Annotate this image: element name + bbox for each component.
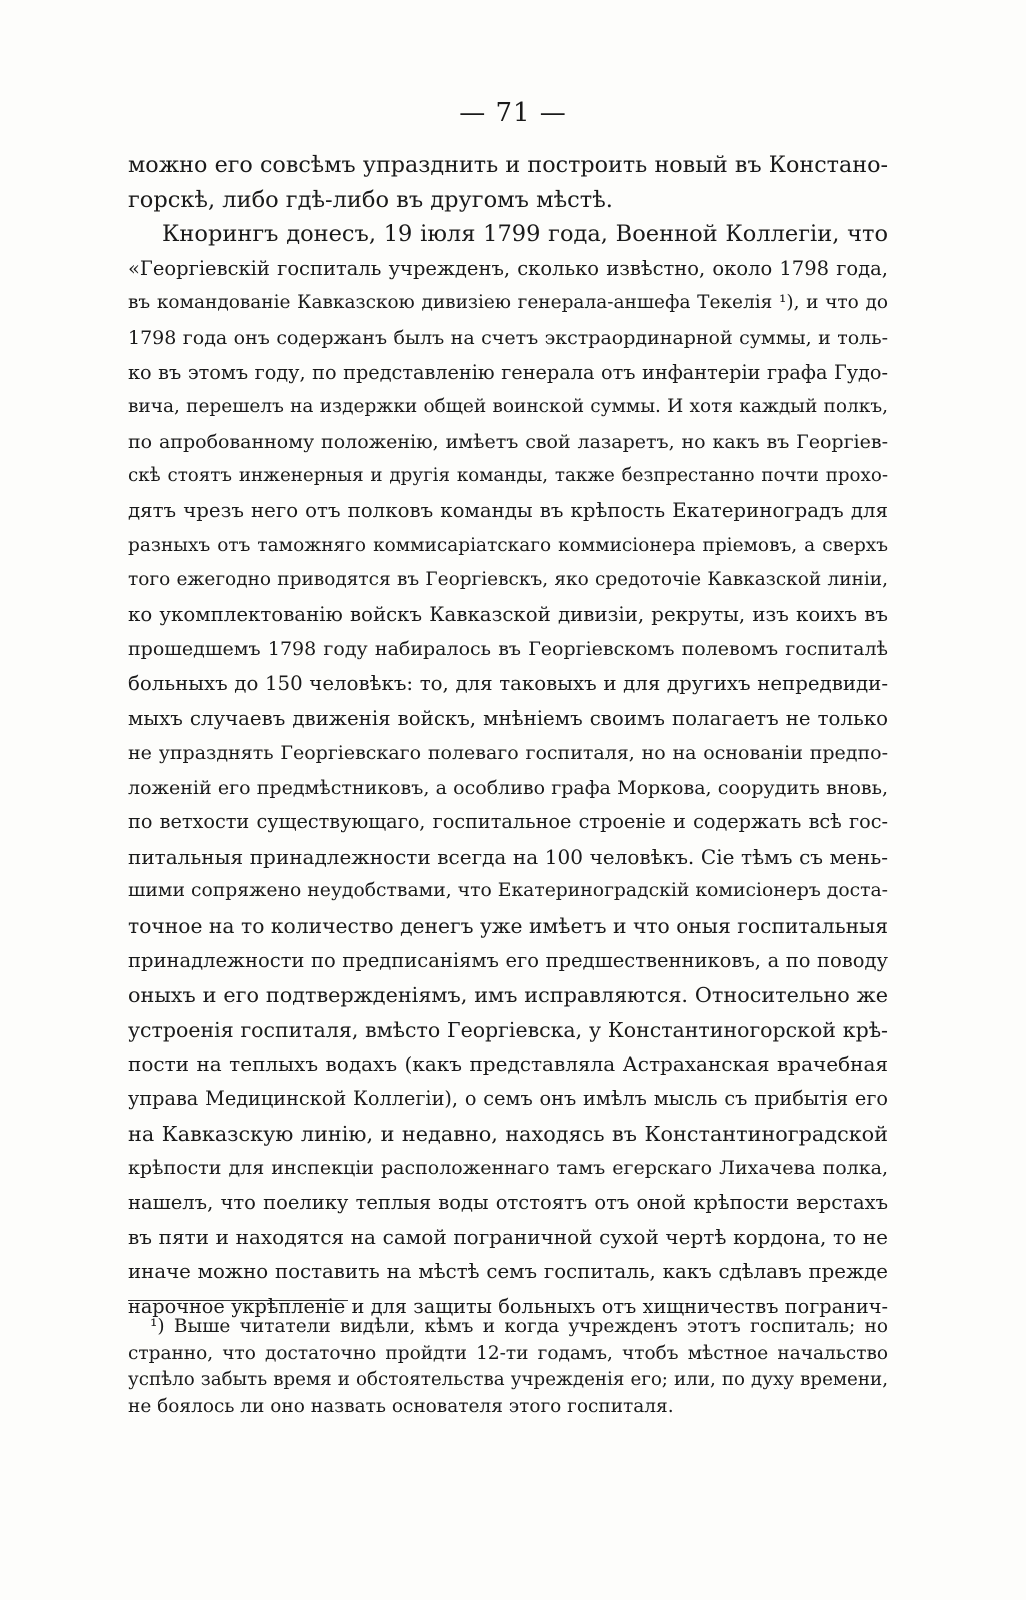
text-line: крѣпости для инспекціи расположеннаго тамъ егерскаго Лихачева полка,	[128, 1157, 888, 1180]
text-line: въ командованіе Кавказскою дивизіею генерала-аншефа Текелія ¹), и что до	[128, 292, 888, 314]
text-line: по апробованному положенію, имѣетъ свой лазаретъ, но какъ въ Георгіев-	[128, 430, 888, 453]
text-line: «Георгіевскій госпиталь учрежденъ, сколько извѣстно, около 1798 года,	[128, 256, 888, 280]
text-line: управа Медицинской Коллегіи), о семъ онъ имѣлъ мысль съ прибытія его	[128, 1087, 888, 1111]
text-line: мыхъ случаевъ движенія войскъ, мнѣніемъ своимъ полагаетъ не только	[128, 706, 888, 730]
text-line: пости на теплыхъ водахъ (какъ представляла Астраханская врачебная	[128, 1052, 888, 1077]
text-line: не упразднять Георгіевскаго полеваго госпиталя, но на основаніи предпо-	[128, 742, 888, 765]
text-line: скѣ стоятъ инженерныя и другія команды, также безпрестанно почти прохо-	[128, 465, 888, 487]
footnote-line: ¹) Выше читатели видѣли, кѣмъ и когда учрежденъ этотъ госпиталь; но	[150, 1316, 888, 1337]
text-line: прошедшемъ 1798 году набиралось въ Георгіевскомъ полевомъ госпиталѣ	[128, 638, 888, 661]
text-line: нашелъ, что поелику теплыя воды отстоятъ отъ оной крѣпости верстахъ	[128, 1190, 888, 1214]
text-line: точное на то количество денегъ уже имѣетъ и что оныя госпитальныя	[128, 914, 888, 939]
footnote	[128, 1314, 888, 1420]
text-line: ко укомплектованію войскъ Кавказской дивизіи, рекруты, изъ коихъ въ	[128, 602, 888, 626]
text-line: оныхъ и его подтвержденіямъ, имъ исправляются. Относительно же	[128, 983, 888, 1008]
text-line: по ветхости существующаго, госпитальное строеніе и содержать всѣ гос-	[128, 810, 888, 834]
text-line: питальныя принадлежности всегда на 100 человѣкъ. Сіе тѣмъ съ мень-	[128, 844, 888, 869]
text-line: на Кавказскую линію, и недавно, находясь въ Константиноградской	[128, 1121, 888, 1146]
text-line: того ежегодно приводятся въ Георгіевскъ, яко средоточіе Кавказской линіи,	[128, 569, 888, 591]
text-line: можно его совсѣмъ упразднить и построить новый въ Констано-	[128, 152, 888, 178]
text-line: горскѣ, либо гдѣ-либо въ другомъ мѣстѣ.	[128, 186, 613, 213]
text-line: больныхъ до 150 человѣкъ: то, для таковыхъ и для другихъ непредвиди-	[128, 671, 888, 695]
text-line: ложеній его предмѣстниковъ, а особливо графа Моркова, соорудить вновь,	[128, 776, 888, 799]
footnote-line: успѣло забыть время и обстоятельства учрежденія его; или, по духу времени,	[128, 1369, 888, 1390]
text-line: иначе можно поставить на мѣстѣ семъ госпиталь, какъ сдѣлавъ прежде	[128, 1260, 888, 1283]
footnote-divider	[128, 1300, 348, 1301]
text-line: разныхъ отъ таможняго коммисаріатскаго коммисіонера пріемовъ, а сверхъ	[128, 534, 888, 556]
text-line: шими сопряжено неудобствами, что Екатериноградскій комисіонеръ доста-	[128, 880, 888, 902]
text-line: вича, перешелъ на издержки общей воинской суммы. И хотя каждый полкъ,	[128, 396, 888, 418]
footnote-line: не боялось ли оно назвать основателя этого госпиталя.	[128, 1395, 674, 1417]
footnote-line: странно, что достаточно пройдти 12-ти годамъ, чтобъ мѣстное начальство	[128, 1342, 888, 1364]
text-line: нарочное укрѣпленіе и для защиты больныхъ отъ хищничествъ погранич-	[128, 1294, 888, 1318]
page-number: — 71 —	[459, 98, 567, 128]
text-line: дятъ чрезъ него отъ полковъ команды въ крѣпость Екатериноградъ для	[128, 498, 888, 522]
text-line: устроенія госпиталя, вмѣсто Георгіевска, у Константиногорской крѣ-	[128, 1017, 888, 1042]
text-line: принадлежности по предписаніямъ его предшественниковъ, а по поводу	[128, 948, 888, 972]
main-text	[128, 148, 888, 1324]
text-line: Кнорингъ донесъ, 19 іюля 1799 года, Военной Коллегіи, что	[162, 221, 888, 248]
text-line: въ пяти и находятся на самой пограничной сухой чертѣ кордона, то не	[128, 1225, 888, 1250]
text-line: 1798 года онъ содержанъ былъ на счетъ экстраординарной суммы, и толь-	[128, 326, 888, 349]
text-line: ко въ этомъ году, по представленію генерала отъ инфантеріи графа Гудо-	[128, 360, 888, 384]
